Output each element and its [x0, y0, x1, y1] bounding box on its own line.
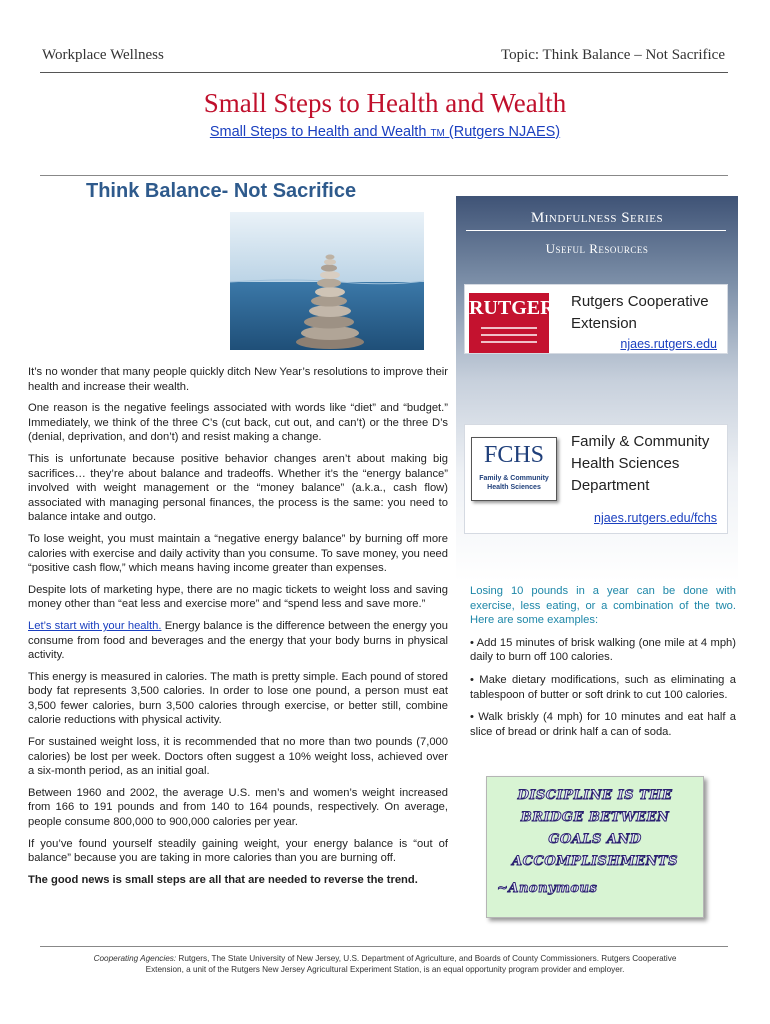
- tip-item: • Make dietary modifications, such as eliminating a tablespoon of butter or soft drink to cut 100 calories.: [470, 673, 736, 701]
- fchs-logo-subtitle: Family & Community Health Sciences: [479, 475, 549, 491]
- subtitle-suffix[interactable]: (Rutgers NJAES): [444, 124, 561, 140]
- weight-loss-tips: [470, 584, 736, 747]
- series-heading: Mindfulness Series: [530, 210, 664, 226]
- resource-card-rutgers: [464, 284, 728, 354]
- article-paragraph: This is unfortunate because positive behavior changes aren’t about making big sacrifices… they’re about balance and tradeoffs. Whether it’s the “energy balance” involved with weight management or the “money balance” (a.k.a., cash flow) associated with managing personal finances, the process is the same: you need to balance intake and outgo.: [28, 452, 448, 524]
- article-paragraph: Despite lots of marketing hype, there are no magic tickets to weight loss and saving money other than “eat less and exercise more” and “spend less and save more.”: [28, 583, 448, 611]
- health-link[interactable]: Let’s start with your health.: [28, 619, 162, 632]
- footer-label: Cooperating Agencies:: [93, 954, 177, 963]
- quote-box: [486, 776, 704, 918]
- article-paragraph: For sustained weight loss, it is recommended that no more than two pounds (7,000 calories) be lost per week. Doctors often suggest a 10% weight loss, achieved over a six-month period, as an initial goal.: [28, 736, 448, 778]
- fchs-logo-word: FCHS: [483, 442, 545, 468]
- series-divider: [466, 230, 726, 231]
- footer-divider: [40, 946, 728, 947]
- fchs-logo: [471, 437, 557, 501]
- resource-card-fchs: [464, 424, 728, 534]
- quote-text: DISCIPLINE IS THE BRIDGE BETWEEN GOALS AND ACCOMPLISHMENTS: [512, 788, 678, 869]
- article-closing: The good news is small steps are all that are needed to reverse the trend.: [28, 873, 418, 886]
- tips-intro: Losing 10 pounds in a year can be done with exercise, less eating, or a combination of the two. Here are some examples:: [470, 585, 736, 627]
- header-left-label: Workplace Wellness: [42, 47, 164, 63]
- article-paragraph: If you’ve found yourself steadily gaining weight, your energy balance is “out of balance” because you are taking in more calories than you are burning off.: [28, 837, 448, 865]
- fchs-link[interactable]: njaes.rutgers.edu/fchs: [594, 511, 717, 525]
- article-paragraph: It’s no wonder that many people quickly ditch New Year’s resolutions to improve their health and increase their wealth.: [28, 366, 448, 393]
- rutgers-logo: [469, 293, 566, 353]
- tip-item: • Walk briskly (4 mph) for 10 minutes and eat half a slice of bread or drink half a can of soda.: [470, 711, 736, 738]
- resources-sidebar: [456, 196, 738, 581]
- article-paragraph: One reason is the negative feelings associated with words like “diet” and “budget.” Immediately, we think of the three C’s (cut back, cut out, and can’t) or the three D’s (denial, deprivation, and don’t) and resist making a change.: [28, 402, 448, 444]
- article-paragraph-with-link: [28, 619, 448, 663]
- trademark-mark: TM: [430, 128, 445, 139]
- resource-name: Rutgers Cooperative Extension: [571, 293, 709, 332]
- header-divider: [40, 72, 728, 73]
- resource-name: Family & Community Health Sciences Department: [571, 433, 710, 494]
- page-title: Small Steps to Health and Wealth: [203, 88, 567, 118]
- tip-item: • Add 15 minutes of brisk walking (one mile at 4 mph) daily to burn off 100 calories.: [470, 636, 736, 664]
- footer-text: Cooperating Agencies: Rutgers, The State University of New Jersey, U.S. Department of Agriculture, and Boards of County Commissioners. Rutgers Cooperative Extension, a unit of the Rutgers New Jersey Agricultural Experiment Station, is an equal opportunity program provider and employer.: [93, 954, 677, 974]
- rutgers-link[interactable]: njaes.rutgers.edu: [620, 337, 717, 351]
- useful-resources-heading: Useful Resources: [545, 241, 649, 256]
- article-paragraph: Between 1960 and 2002, the average U.S. men’s and women’s weight increased from 166 to 191 pounds and from 140 to 164 pounds, respectively. On average, people consume 800,000 to 900,000 calories per year.: [28, 786, 448, 829]
- article-paragraph: This energy is measured in calories. The math is pretty simple. Each pound of stored body fat represents 3,500 calories. In order to lose one pound, a person must eat 3,500 fewer calories, burn 3,500 calories through exercise, or better still, combine calorie reductions with physical activity.: [28, 670, 448, 727]
- article-title: Think Balance- Not Sacrifice: [86, 180, 357, 202]
- rutgers-logo-word: RUTGERS: [469, 297, 566, 319]
- article-body: [28, 365, 448, 894]
- header-right-topic: Topic: Think Balance – Not Sacrifice: [500, 47, 725, 63]
- stacked-stones-photo: [230, 212, 424, 350]
- section-divider: [40, 175, 728, 176]
- link-paragraph-text: Energy balance is the difference between the energy you consume from food and beverages and the energy that your body burns in physical activity.: [28, 619, 449, 662]
- article-paragraph: To lose weight, you must maintain a “negative energy balance” by burning off more calories with exercise and daily activity than you consume. To save money, you need “positive cash flow,” which means having income greater than expenses.: [28, 532, 448, 575]
- subtitle-link[interactable]: [0, 124, 770, 140]
- subtitle-text[interactable]: Small Steps to Health and Wealth: [209, 124, 427, 140]
- quote-author: ~Anonymous: [497, 881, 598, 896]
